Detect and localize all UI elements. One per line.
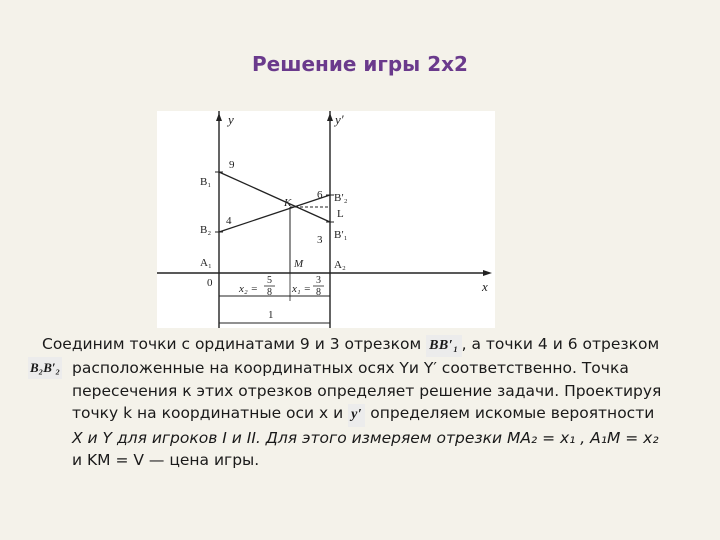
label-b2p: B′₂ [334, 192, 348, 204]
value-3: 3 [317, 234, 323, 246]
game-graph-figure [157, 111, 495, 328]
label-x2-den: 8 [267, 287, 272, 298]
segment-b2b2 [219, 195, 330, 232]
label-y-prime: y′ [335, 112, 344, 127]
value-9: 9 [229, 159, 235, 171]
label-one: 1 [268, 309, 274, 321]
segment-bb1-image: BB′₁ [426, 335, 462, 357]
label-l: L [337, 208, 344, 220]
label-x2-num: 5 [267, 275, 272, 286]
label-k: K [284, 197, 292, 209]
slide-title: Решение игры 2х2 [252, 52, 468, 76]
explanation-text [30, 333, 682, 471]
text-line-4a: точку k на координатные оси x и [72, 404, 349, 423]
label-b1p: B′₁ [334, 229, 348, 241]
label-zero: 0 [207, 277, 213, 289]
label-x1-eq: x₁ = [292, 283, 311, 295]
label-a2: A₂ [334, 259, 346, 271]
game-graph-svg [157, 111, 495, 328]
label-x: x [482, 279, 488, 294]
text-line-1b: , а точки 4 и 6 отрезком [461, 335, 660, 353]
label-m: M [294, 258, 304, 270]
text-line-2: расположенные на координатных осях Yи Y′ соответственно. Точка [72, 359, 629, 378]
segment-bb1 [219, 172, 330, 222]
label-b2: B₂ [200, 224, 212, 236]
text-line-4 [42, 402, 682, 426]
label-a1: A₁ [200, 257, 212, 269]
text-line-5: X и Y для игроков I и II. Для этого измеряем отрезки MA₂ = x₁ , A₁M = x₂ [72, 428, 659, 447]
segment-b2b2-image: B₂B′₂ [28, 357, 62, 379]
text-line-3: пересечения к этих отрезков определяет решение задачи. Проектируя [72, 381, 662, 400]
text-line-4b: определяем искомые вероятности [365, 404, 655, 423]
label-x2-eq: x₂ = [239, 283, 258, 295]
value-6: 6 [317, 189, 323, 201]
text-line-1 [42, 333, 682, 357]
label-x1-den: 8 [316, 287, 321, 298]
axis-y-prime-image: y′ [348, 404, 365, 426]
text-line-1a: Соединим точки с ординатами 9 и 3 отрезком [42, 335, 427, 353]
label-x1-num: 3 [316, 275, 321, 286]
y-axis-arrow [216, 113, 222, 121]
text-line-6: и KM = V — цена игры. [72, 451, 260, 470]
x-axis-arrow [483, 270, 492, 276]
label-b1: B₁ [200, 176, 212, 188]
label-y: y [228, 112, 234, 127]
y-prime-axis-arrow [327, 113, 333, 121]
value-4: 4 [226, 215, 232, 227]
